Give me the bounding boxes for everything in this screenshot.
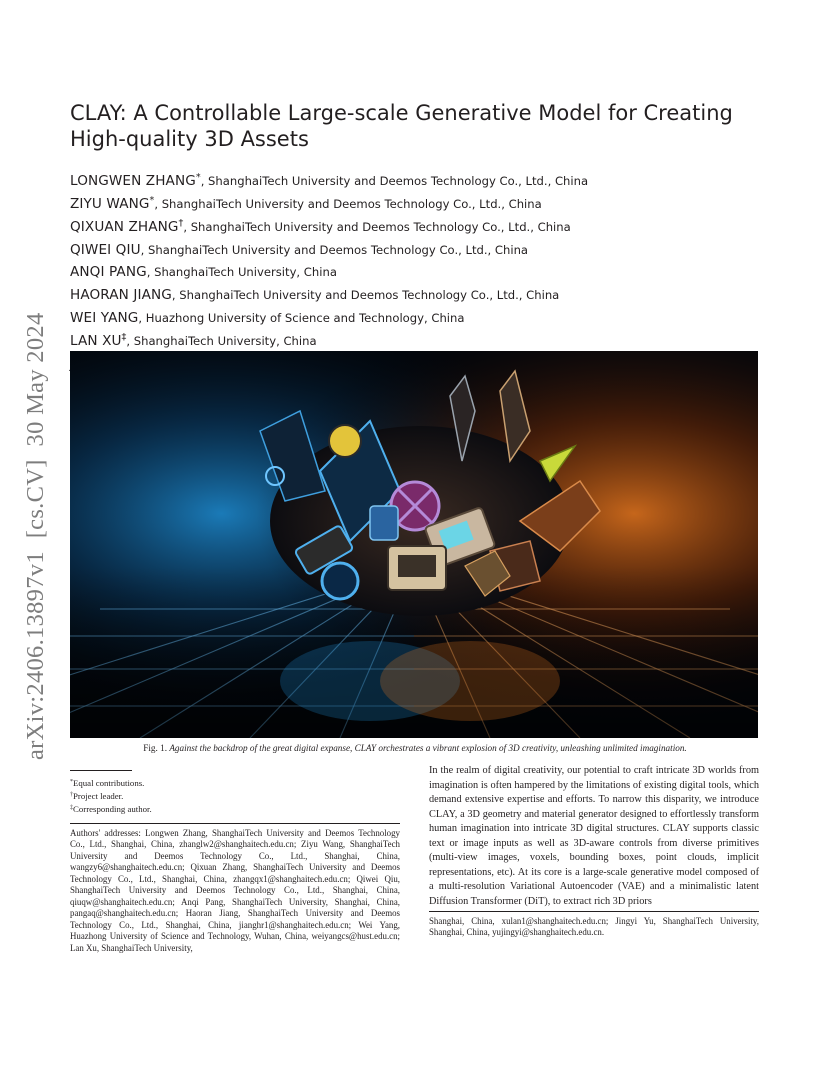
paper-title: CLAY: A Controllable Large-scale Generative Model for Creating High-quality 3D Assets xyxy=(70,101,733,151)
author-name: WEI YANG xyxy=(70,310,139,327)
author-affiliation: , Huazhong University of Science and Technology, China xyxy=(138,311,465,326)
author-entry xyxy=(70,305,770,328)
address-continuation-rule xyxy=(429,911,759,912)
footnote-mark: * xyxy=(70,779,73,785)
footnote xyxy=(70,802,400,815)
author-affiliation: , ShanghaiTech University and Deemos Technology Co., Ltd., China xyxy=(171,288,560,303)
footnote-rule xyxy=(70,770,132,771)
figure-1-caption xyxy=(70,742,760,754)
author-list xyxy=(70,168,770,374)
footnote-text: Project leader. xyxy=(73,791,124,801)
author-name: LAN XU xyxy=(70,332,122,349)
footnote xyxy=(70,789,400,802)
author-addresses-continued: Shanghai, China, xulan1@shanghaitech.edu.cn; Jingyi Yu, ShanghaiTech University, Shanghai, China, yujingyi@shanghaitech.edu.cn. xyxy=(429,916,759,938)
arxiv-identifier: arXiv:2406.13897v1 [cs.CV] 30 May 2024 xyxy=(22,312,49,760)
author-mark: * xyxy=(149,194,155,206)
author-entry xyxy=(70,328,770,351)
footnote xyxy=(70,776,400,789)
abstract: In the realm of digital creativity, our potential to craft intricate 3D worlds from imagination is often hampered by the limitations of existing digital tools, which demand extensive expertise and efforts. To narrow this disparity, we introduce CLAY, a 3D geometry and material generator designed to effortlessly transform human imagination into intricate 3D digital structures. CLAY supports classic text or image inputs as well as 3D-aware controls from diverse primitives (multi-view images, voxels, bounding boxes, point clouds, implicit representations, etc). At its core is a large-scale generative model composed of a multi-resolution Variational Autoencoder (VAE) and a minimalistic latent Diffusion Transformer (DiT), to extract rich 3D priors xyxy=(429,765,759,907)
author-affiliation: , ShanghaiTech University and Deemos Technology Co., Ltd., China xyxy=(200,173,589,188)
author-name: QIWEI QIU xyxy=(70,241,141,258)
footnote-mark: † xyxy=(70,792,73,798)
author-affiliation: , ShanghaiTech University and Deemos Technology Co., Ltd., China xyxy=(183,219,571,234)
author-affiliation: , ShanghaiTech University and Deemos Technology Co., Ltd., China xyxy=(154,196,542,211)
author-addresses: Authors' addresses: Longwen Zhang, ShanghaiTech University and Deemos Technology Co., Ltd., Shanghai, China, zhanglw2@shanghaitech.edu.cn; Ziyu Wang, ShanghaiTech University and Deemos Technology Co., Ltd., Shanghai, China, wangzy6@shanghaitech.edu.cn; Qixuan Zhang, ShanghaiTech University and Deemos Technology Co., Ltd., Shanghai, China, zhangqx1@shanghaitech.edu.cn; Qiwei Qiu, ShanghaiTech University and Deemos Technology Co., Ltd., Shanghai, China, qiuqw@shanghaitech.edu.cn; Anqi Pang, ShanghaiTech University, Shanghai, China, pangaq@shanghaitech.edu.cn; Haoran Jiang, ShanghaiTech University and Deemos Technology Co., Ltd., Shanghai, China, jianghr1@shanghaitech.edu.cn; Wei Yang, Huazhong University of Science and Technology, Wuhan, China, weiyangcs@hust.edu.cn; Lan Xu, ShanghaiTech University, xyxy=(70,828,400,953)
author-entry xyxy=(70,282,770,305)
author-mark: † xyxy=(178,217,184,229)
author-affiliation: , ShanghaiTech University, China xyxy=(146,265,337,280)
author-name: ZIYU WANG xyxy=(70,195,150,212)
teaser-render xyxy=(70,351,758,738)
author-name: ANQI PANG xyxy=(70,264,147,281)
author-affiliation: , ShanghaiTech University and Deemos Technology Co., Ltd., China xyxy=(140,242,529,257)
figure-1-image xyxy=(70,351,758,738)
address-rule xyxy=(70,823,400,824)
footnote-text: Equal contributions. xyxy=(73,778,145,788)
figure-label: Fig. 1. xyxy=(143,743,168,753)
author-name: HAORAN JIANG xyxy=(70,287,172,304)
author-entry xyxy=(70,259,770,282)
author-entry xyxy=(70,214,770,237)
author-mark: ‡ xyxy=(121,332,127,344)
author-entry xyxy=(70,168,770,191)
figure-caption-text: Against the backdrop of the great digital expanse, CLAY orchestrates a vibrant explosion of 3D creativity, unleashing unlimited imagination. xyxy=(169,743,687,753)
author-name: LONGWEN ZHANG xyxy=(70,172,196,189)
footnotes xyxy=(70,776,400,815)
author-affiliation: , ShanghaiTech University, China xyxy=(126,333,317,348)
author-name: QIXUAN ZHANG xyxy=(70,218,179,235)
footnote-text: Corresponding author. xyxy=(73,804,152,814)
author-entry xyxy=(70,191,770,214)
author-entry xyxy=(70,237,770,260)
author-mark: * xyxy=(195,172,201,183)
footnote-mark: ‡ xyxy=(70,805,73,811)
